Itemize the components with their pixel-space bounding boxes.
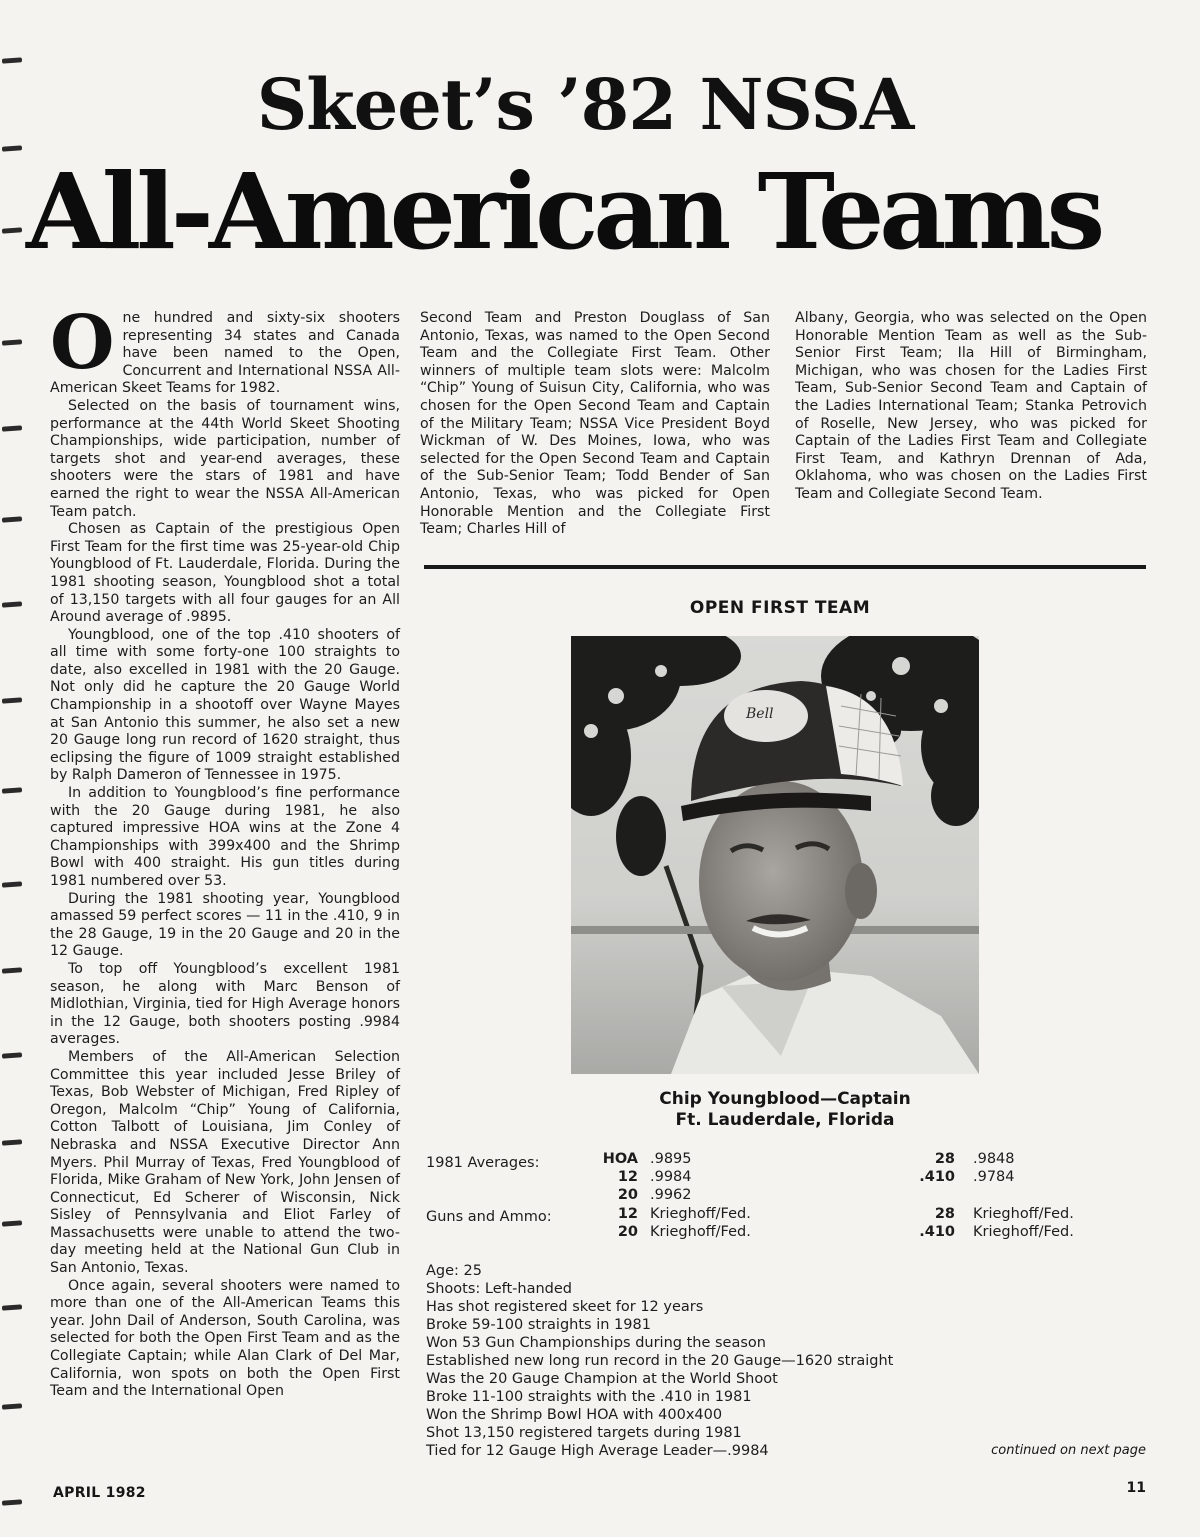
- edge-mark: [2, 1499, 22, 1505]
- gun-row: [905, 1205, 1145, 1223]
- fact-line: Established new long run record in the 20 Gauge—1620 straight: [426, 1353, 894, 1369]
- gauge-label: 12: [617, 1206, 638, 1222]
- gauge-label: 12: [617, 1169, 638, 1185]
- article-paragraph: Chosen as Captain of the prestigious Open First Team for the first time was 25-year-old Chip Youngblood of Ft. Lauderdale, Florida. During the 1981 shooting season, Youngblood shot a total of 13,150 targets with all four gauges for an All Around average of .9895.: [50, 521, 400, 626]
- gauge-label: HOA: [602, 1151, 638, 1167]
- gauge-label: 28: [934, 1151, 955, 1167]
- issue-date: APRIL 1982: [53, 1485, 146, 1501]
- edge-mark: [2, 339, 22, 345]
- average-value: .9984: [650, 1169, 692, 1185]
- fact-line: Broke 11-100 straights with the .410 in 1981: [426, 1389, 752, 1405]
- article-column-2: [420, 310, 770, 539]
- gun-value: Krieghoff/Fed.: [650, 1206, 751, 1222]
- average-row: [590, 1150, 790, 1168]
- average-value: .9784: [973, 1169, 1015, 1185]
- gun-value: Krieghoff/Fed.: [973, 1206, 1074, 1222]
- fact-line: Shot 13,150 registered targets during 1981: [426, 1425, 742, 1441]
- fact-line: Tied for 12 Gauge High Average Leader—.9984: [426, 1443, 769, 1459]
- edge-mark: [2, 601, 22, 607]
- edge-mark: [2, 1304, 22, 1310]
- section-divider: [424, 565, 1146, 569]
- guns-right: [905, 1205, 1145, 1241]
- portrait-illustration: [571, 636, 979, 1074]
- article-paragraph: Youngblood, one of the top .410 shooters of all time with some forty-one 100 straights to date, also excelled in 1981 with the 20 Gauge. Not only did he capture the 20 Gauge World Championship in a shootoff over Wayne Mayes at San Antonio this summer, he also set a new 20 Gauge long run record of 1620 straight, thus eclipsing the figure of 1009 straight established by Ralph Dameron of Tennessee in 1975.: [50, 626, 400, 784]
- fact-line: Age: 25: [426, 1263, 482, 1279]
- photo-caption: [540, 1089, 1030, 1131]
- gauge-label: .410: [919, 1224, 955, 1240]
- edge-mark: [2, 1052, 22, 1058]
- edge-mark: [2, 516, 22, 522]
- captain-facts: [426, 1262, 986, 1460]
- page-number: 11: [1126, 1480, 1146, 1496]
- gauge-label: 20: [617, 1224, 638, 1240]
- article-paragraph: Members of the All-American Selection Committee this year included Jesse Briley of Texas, Bob Webster of Michigan, Fred Ripley of Oregon, Malcolm “Chip” Young of California, Cotton Talbott of Louisiana, Jim Conley of Nebraska and NSSA Executive Director Ann Myers. Phil Murray of Texas, Fred Youngblood of Florida, Mike Graham of New York, John Jensen of Connecticut, Ed Scherer of Wisconsin, Nick Sisley of Pennsylvania and Eliot Farley of Massachusetts were unable to attend the two-day meeting held at the National Gun Club in San Antonio, Texas.: [50, 1048, 400, 1277]
- gauge-label: 20: [617, 1187, 638, 1203]
- edge-mark: [2, 425, 22, 431]
- edge-mark: [2, 697, 22, 703]
- gun-row: [590, 1205, 810, 1223]
- headline-line-2: All-American Teams: [26, 150, 1101, 273]
- average-row: [590, 1186, 790, 1204]
- average-row: [590, 1168, 790, 1186]
- captain-photo: [571, 636, 979, 1074]
- caption-name: Chip Youngblood—Captain: [659, 1089, 911, 1109]
- edge-mark: [2, 881, 22, 887]
- article-paragraph: One hundred and sixty-six shooters representing 34 states and Canada have been named to the Open, Concurrent and International NSSA All-American Skeet Teams for 1982.: [50, 300, 400, 397]
- drop-cap: O: [50, 300, 115, 386]
- averages-right: [905, 1150, 1105, 1186]
- edge-mark: [2, 787, 22, 793]
- article-paragraph: Selected on the basis of tournament wins, performance at the 44th World Skeet Shooting Championships, wide participation, number of targets shot and year-end averages, these shooters were the stars of 1981 and have earned the right to wear the NSSA All-American Team patch.: [50, 397, 400, 520]
- gun-row: [590, 1223, 810, 1241]
- article-paragraph: Albany, Georgia, who was selected on the Open Honorable Mention Team as well as the Sub-Senior First Team; Ila Hill of Birmingham, Michigan, who was chosen for the Ladies First Team, Sub-Senior Second Team and Captain of the Ladies International Team; Stanka Petrovich of Roselle, New Jersey, who was picked for Captain of the Ladies First Team and Collegiate First Team, and Kathryn Drennan of Ada, Oklahoma, who was chosen on the Ladies First Team and Collegiate Second Team.: [795, 310, 1147, 502]
- team-title: OPEN FIRST TEAM: [689, 598, 871, 618]
- fact-line: Broke 59-100 straights in 1981: [426, 1317, 651, 1333]
- article-paragraph: In addition to Youngblood’s fine performance with the 20 Gauge during 1981, he also captured impressive HOA wins at the Zone 4 Championships with 399x400 and the Shrimp Bowl with 400 straight. His gun titles during 1981 numbered over 53.: [50, 785, 400, 889]
- article-column-3: [795, 310, 1147, 504]
- average-row: [905, 1150, 1105, 1168]
- article-paragraph: To top off Youngblood’s excellent 1981 season, he along with Marc Benson of Midlothian, Virginia, tied for High Average honors in the 12 Gauge, both shooters posting .9984 averages.: [50, 960, 400, 1048]
- article-paragraph: During the 1981 shooting year, Youngblood amassed 59 perfect scores — 11 in the .410, 9 in the 28 Gauge, 19 in the 20 Gauge and 20 in the 12 Gauge.: [50, 890, 400, 960]
- average-row: [905, 1168, 1105, 1186]
- edge-mark: [2, 145, 22, 151]
- gun-value: Krieghoff/Fed.: [650, 1224, 751, 1240]
- headline-line-1: Skeet’s ’82 NSSA: [256, 63, 914, 146]
- guns-label: Guns and Ammo:: [426, 1209, 552, 1225]
- edge-mark: [2, 1139, 22, 1145]
- continued-note: continued on next page: [991, 1443, 1146, 1458]
- article-column-1: [50, 300, 400, 1401]
- gun-row: [905, 1223, 1145, 1241]
- gauge-label: .410: [919, 1169, 955, 1185]
- edge-mark: [2, 1220, 22, 1226]
- article-paragraph: Once again, several shooters were named to more than one of the All-American Teams this year. John Dail of Anderson, South Carolina, was selected for both the Open First Team and as the Collegiate Captain; while Alan Clark of Del Mar, California, won spots on both the Open First Team and the International Open: [50, 1277, 400, 1400]
- gun-value: Krieghoff/Fed.: [973, 1224, 1074, 1240]
- fact-line: Shoots: Left-handed: [426, 1281, 572, 1297]
- gauge-label: 28: [934, 1206, 955, 1222]
- average-value: .9895: [650, 1151, 692, 1167]
- fact-line: Won the Shrimp Bowl HOA with 400x400: [426, 1407, 723, 1423]
- caption-location: Ft. Lauderdale, Florida: [675, 1110, 895, 1130]
- edge-mark: [2, 57, 22, 63]
- fact-line: Was the 20 Gauge Champion at the World Shoot: [426, 1371, 778, 1387]
- averages-left: [590, 1150, 790, 1204]
- average-value: .9962: [650, 1187, 692, 1203]
- averages-label: 1981 Averages:: [426, 1155, 540, 1171]
- cap-logo-text: Bell: [746, 706, 774, 722]
- fact-line: Won 53 Gun Championships during the season: [426, 1335, 766, 1351]
- guns-left: [590, 1205, 810, 1241]
- article-paragraph: Second Team and Preston Douglass of San Antonio, Texas, was named to the Open Second Team and the Collegiate First Team. Other winners of multiple team slots were: Malcolm “Chip” Young of Suisun City, California, who was chosen for the Open Second Team and Captain of the Military Team; NSSA Vice President Boyd Wickman of W. Des Moines, Iowa, who was selected for the Open Second Team and Captain of the Sub-Senior Team; Todd Bender of San Antonio, Texas, who was picked for Open Honorable Mention and the Collegiate First Team; Charles Hill of: [420, 310, 770, 538]
- edge-mark: [2, 227, 22, 233]
- edge-mark: [2, 967, 22, 973]
- fact-line: Has shot registered skeet for 12 years: [426, 1299, 704, 1315]
- average-value: .9848: [973, 1151, 1015, 1167]
- edge-mark: [2, 1403, 22, 1409]
